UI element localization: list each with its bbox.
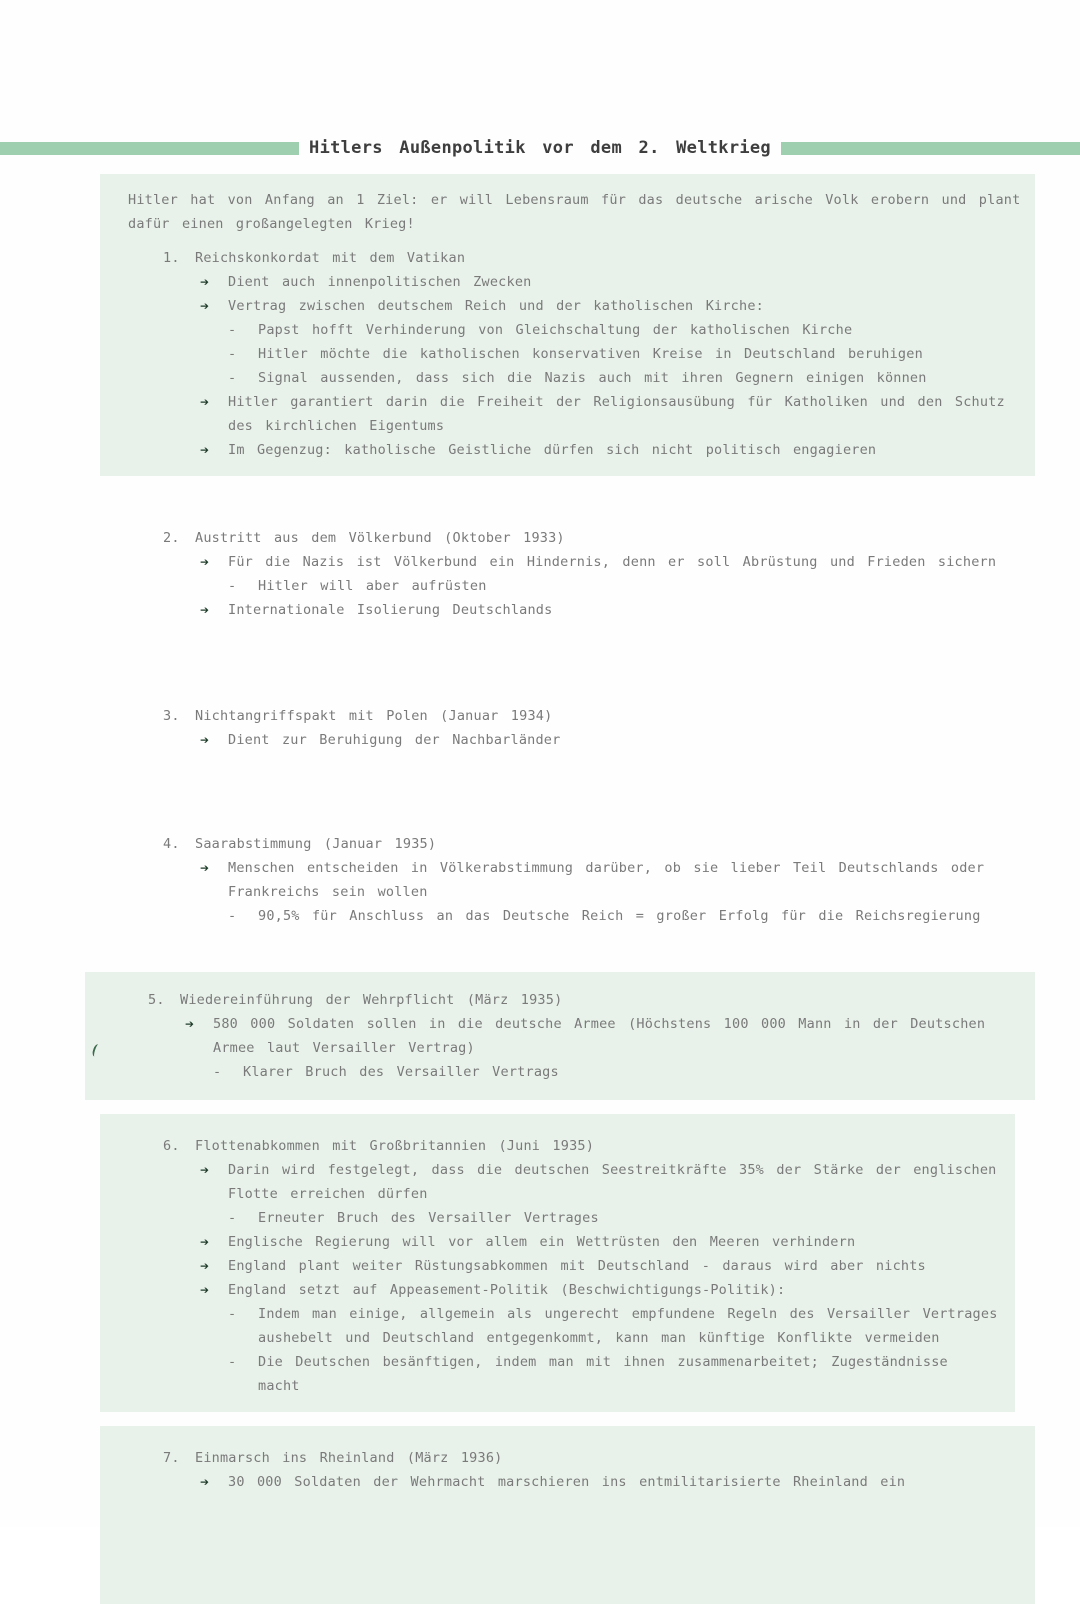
arrow-bullet-icon: ➔	[200, 441, 210, 459]
content-block	[100, 690, 1035, 766]
dash-bullet-icon: -	[228, 370, 237, 386]
point-text: 90,5% für Anschluss an das Deutsche Reich = großer Erfolg für die Reichsregierung	[258, 908, 981, 924]
section-number: 5.	[148, 992, 165, 1008]
list-point-dash	[228, 366, 1021, 390]
content-block	[85, 972, 1035, 1100]
section-heading-text: Austritt aus dem Völkerbund (Oktober 1933)	[195, 530, 565, 546]
list-point-dash	[228, 1206, 1001, 1230]
list-point-arrow	[200, 1230, 1001, 1254]
list-point-dash	[228, 342, 1021, 366]
section-heading	[163, 1134, 1001, 1158]
content-block	[100, 1426, 1035, 1604]
block-intro: Hitler hat von Anfang an 1 Ziel: er will Lebensraum für das deutsche arische Volk erobern und plant dafür einen großangelegten Krieg!	[128, 192, 1021, 232]
section-heading-text: Flottenabkommen mit Großbritannien (Juni 1935)	[195, 1138, 595, 1154]
section-heading-text: Saarabstimmung (Januar 1935)	[195, 836, 437, 852]
list-point-arrow	[200, 294, 1021, 318]
point-text: 30 000 Soldaten der Wehrmacht marschieren ins entmilitarisierte Rheinland ein	[228, 1474, 906, 1490]
dash-bullet-icon: -	[228, 346, 237, 362]
arrow-bullet-icon: ➔	[200, 1473, 210, 1491]
section-points	[100, 1158, 1001, 1398]
section-number: 2.	[163, 530, 180, 546]
list-point-dash	[228, 574, 1021, 598]
list-point-arrow	[200, 390, 1021, 438]
section-number: 4.	[163, 836, 180, 852]
arrow-bullet-icon: ➔	[200, 297, 210, 315]
list-point-arrow	[200, 1470, 1021, 1494]
blocks	[0, 174, 1080, 1604]
list-point-dash	[228, 1302, 1001, 1350]
dash-bullet-icon: -	[228, 322, 237, 338]
section-heading-text: Wiedereinführung der Wehrpflicht (März 1935)	[180, 992, 563, 1008]
arrow-bullet-icon: ➔	[200, 1233, 210, 1251]
section-points	[100, 270, 1021, 462]
dash-bullet-icon: -	[228, 1306, 237, 1322]
title-highlight-bar-left	[0, 142, 299, 155]
section-points	[100, 728, 1021, 752]
point-text: Erneuter Bruch des Versailler Vertrages	[258, 1210, 599, 1226]
list-point-arrow	[200, 270, 1021, 294]
title-highlight-bar-right	[781, 142, 1080, 155]
point-text: Klarer Bruch des Versailler Vertrags	[243, 1064, 559, 1080]
point-text: Dient zur Beruhigung der Nachbarländer	[228, 732, 561, 748]
point-text: 580 000 Soldaten sollen in die deutsche Armee (Höchstens 100 000 Mann in der Deutschen Armee laut Versailler Vertrag)	[213, 1016, 986, 1056]
list-point-dash	[213, 1060, 1021, 1084]
section-heading	[163, 1446, 1021, 1470]
page-title: Hitlers Außenpolitik vor dem 2. Weltkrieg	[309, 138, 771, 158]
section-heading-text: Einmarsch ins Rheinland (März 1936)	[195, 1450, 503, 1466]
point-text: Menschen entscheiden in Völkerabstimmung darüber, ob sie lieber Teil Deutschlands oder Frankreichs sein wollen	[228, 860, 985, 900]
point-text: Im Gegenzug: katholische Geistliche dürfen sich nicht politisch engagieren	[228, 442, 877, 458]
list-point-arrow	[200, 1254, 1001, 1278]
section-heading-text: Reichskonkordat mit dem Vatikan	[195, 250, 466, 266]
point-text: Darin wird festgelegt, dass die deutschen Seestreitkräfte 35% der Stärke der englischen Flotte erreichen dürfen	[228, 1162, 997, 1202]
arrow-bullet-icon: ➔	[185, 1015, 195, 1033]
list-point-arrow	[185, 1012, 1021, 1060]
section-heading	[163, 526, 1021, 550]
list-point-dash	[228, 904, 1021, 928]
point-text: Signal aussenden, dass sich die Nazis auch mit ihren Gegnern einigen können	[258, 370, 927, 386]
list-point-arrow	[200, 598, 1021, 622]
point-text: Dient auch innenpolitischen Zwecken	[228, 274, 532, 290]
content-block	[100, 512, 1035, 636]
section-heading	[163, 832, 1021, 856]
point-text: Vertrag zwischen deutschem Reich und der katholischen Kirche:	[228, 298, 764, 314]
title-row	[0, 0, 1080, 158]
section-heading-text: Nichtangriffspakt mit Polen (Januar 1934)	[195, 708, 553, 724]
section-points	[85, 1012, 1021, 1084]
section-heading	[163, 704, 1021, 728]
section-points	[100, 856, 1021, 928]
arrow-bullet-icon: ➔	[200, 731, 210, 749]
section-points	[100, 550, 1021, 622]
arrow-bullet-icon: ➔	[200, 273, 210, 291]
list-point-arrow	[200, 1158, 1001, 1206]
point-text: Hitler möchte die katholischen konservativen Kreise in Deutschland beruhigen	[258, 346, 923, 362]
point-text: England setzt auf Appeasement-Politik (Beschwichtigungs-Politik):	[228, 1282, 786, 1298]
content-block	[100, 1114, 1015, 1412]
list-point-dash	[228, 1350, 1001, 1398]
section-number: 7.	[163, 1450, 180, 1466]
arrow-bullet-icon: ➔	[200, 1281, 210, 1299]
dash-bullet-icon: -	[228, 1354, 237, 1370]
content-block	[100, 174, 1035, 476]
dash-bullet-icon: -	[228, 1210, 237, 1226]
point-text: Für die Nazis ist Völkerbund ein Hindernis, denn er soll Abrüstung und Frieden sichern	[228, 554, 997, 570]
point-text: England plant weiter Rüstungsabkommen mit Deutschland - daraus wird aber nichts	[228, 1258, 926, 1274]
list-point-arrow	[200, 856, 1021, 904]
point-text: Indem man einige, allgemein als ungerecht empfundene Regeln des Versailler Vertrages aushebelt und Deutschland entgegenkommt, kann man künftige Konflikte vermeiden	[258, 1306, 998, 1346]
arrow-bullet-icon: ➔	[200, 859, 210, 877]
content-block	[100, 818, 1035, 942]
arrow-bullet-icon: ➔	[200, 601, 210, 619]
section-number: 6.	[163, 1138, 180, 1154]
arrow-bullet-icon: ➔	[200, 393, 210, 411]
arrow-bullet-icon: ➔	[200, 1161, 210, 1179]
list-point-arrow	[200, 728, 1021, 752]
section-heading	[148, 988, 1021, 1012]
section-number: 1.	[163, 250, 180, 266]
dash-bullet-icon: -	[213, 1064, 222, 1080]
point-text: Internationale Isolierung Deutschlands	[228, 602, 553, 618]
section-heading	[163, 246, 1021, 270]
arrow-bullet-icon: ➔	[200, 553, 210, 571]
point-text: Englische Regierung will vor allem ein Wettrüsten den Meeren verhindern	[228, 1234, 856, 1250]
arrow-bullet-icon: ➔	[200, 1257, 210, 1275]
point-text: Hitler garantiert darin die Freiheit der Religionsausübung für Katholiken und den Schutz des kirchlichen Eigentums	[228, 394, 1005, 434]
list-point-arrow	[200, 438, 1021, 462]
point-text: Die Deutschen besänftigen, indem man mit ihnen zusammenarbeitet; Zugeständnisse macht	[258, 1354, 948, 1394]
dash-bullet-icon: -	[228, 908, 237, 924]
section-number: 3.	[163, 708, 180, 724]
point-text: Hitler will aber aufrüsten	[258, 578, 487, 594]
point-text: Papst hofft Verhinderung von Gleichschaltung der katholischen Kirche	[258, 322, 853, 338]
section-points	[100, 1470, 1021, 1494]
list-point-arrow	[200, 550, 1021, 574]
list-point-arrow	[200, 1278, 1001, 1302]
list-point-dash	[228, 318, 1021, 342]
dash-bullet-icon: -	[228, 578, 237, 594]
